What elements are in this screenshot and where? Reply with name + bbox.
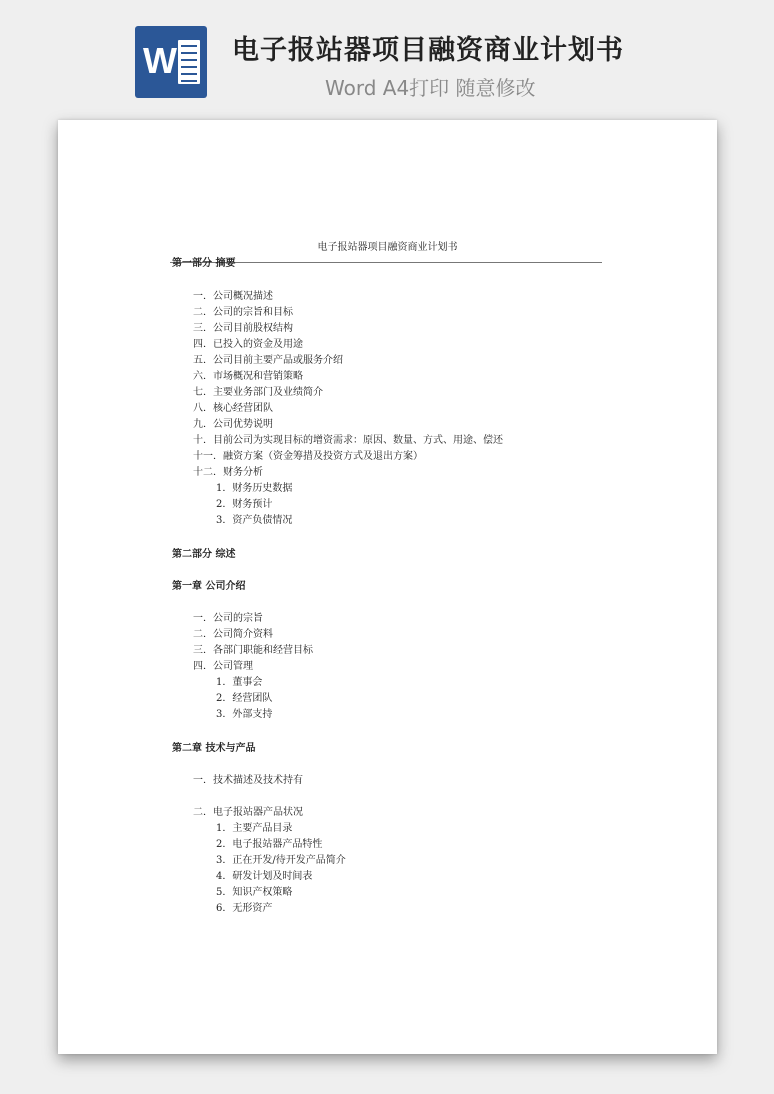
word-document-icon <box>135 26 207 98</box>
outline-item: 八．核心经营团队 <box>193 403 273 414</box>
outline-item: 三．公司目前股权结构 <box>193 323 293 334</box>
outline-item: 一．公司概况描述 <box>193 291 273 302</box>
outline-item: 九．公司优势说明 <box>193 419 273 430</box>
outline-item: 6．无形资产 <box>216 903 273 914</box>
outline-item: 五．公司目前主要产品或服务介绍 <box>193 355 343 366</box>
outline-item: 四．公司管理 <box>193 661 253 672</box>
outline-item: 3．正在开发/待开发产品简介 <box>216 855 346 866</box>
outline-item: 1．财务历史数据 <box>216 483 293 494</box>
outline-item: 1．董事会 <box>216 677 263 688</box>
outline-item: 七．主要业务部门及业绩简介 <box>193 387 323 398</box>
outline-item: 二．公司的宗旨和目标 <box>193 307 293 318</box>
document-title: 电子报站器项目融资商业计划书 <box>317 242 458 253</box>
outline-item: 一．公司的宗旨 <box>193 613 263 624</box>
section-heading: 第二部分 综述 <box>172 549 236 560</box>
outline-item: 六．市场概况和营销策略 <box>193 371 303 382</box>
outline-item: 2．财务预计 <box>216 499 273 510</box>
outline-item: 一．技术描述及技术持有 <box>193 775 303 786</box>
outline-item: 1．主要产品目录 <box>216 823 293 834</box>
outline-item: 4．研发计划及时间表 <box>216 871 313 882</box>
header <box>0 0 774 112</box>
outline-item: 十．目前公司为实现目标的增资需求：原因、数量、方式、用途、偿还 <box>193 435 503 446</box>
document-page <box>58 120 717 1054</box>
document-lines-icon <box>178 40 200 84</box>
outline-item: 十一．融资方案（资金筹措及投资方式及退出方案） <box>193 451 423 462</box>
page-subtitle: Word A4打印 随意修改 <box>325 76 536 100</box>
section-heading: 第一章 公司介绍 <box>172 581 246 592</box>
page-title: 电子报站器项目融资商业计划书 <box>232 35 624 66</box>
outline-item: 3．外部支持 <box>216 709 273 720</box>
outline-item: 3．资产负债情况 <box>216 515 293 526</box>
section-heading: 第一部分 摘要 <box>172 258 236 269</box>
outline-item: 二．公司简介资料 <box>193 629 273 640</box>
word-icon-letter: W <box>143 40 175 81</box>
outline-item: 2．电子报站器产品特性 <box>216 839 323 850</box>
outline-item: 2．经营团队 <box>216 693 273 704</box>
outline-item: 十二．财务分析 <box>193 467 263 478</box>
section-heading: 第二章 技术与产品 <box>172 743 256 754</box>
outline-item: 二．电子报站器产品状况 <box>193 807 303 818</box>
outline-item: 三．各部门职能和经营目标 <box>193 645 313 656</box>
outline-item: 5．知识产权策略 <box>216 887 293 898</box>
outline-item: 四．已投入的资金及用途 <box>193 339 303 350</box>
